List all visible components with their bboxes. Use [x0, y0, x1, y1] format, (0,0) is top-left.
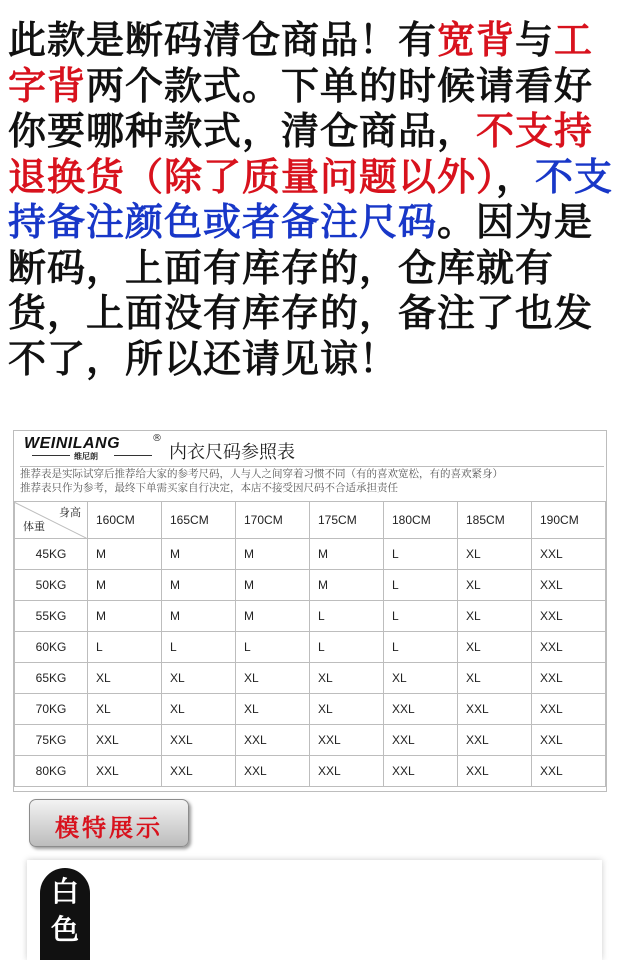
size-cell: M [88, 539, 162, 570]
size-cell: XXL [88, 725, 162, 756]
height-header: 165CM [162, 502, 236, 539]
size-cell: M [88, 601, 162, 632]
brand-logo [24, 433, 162, 463]
brand-name: WEINILANG [24, 435, 121, 452]
size-cell: XXL [162, 756, 236, 787]
model-showcase-button[interactable] [29, 799, 189, 847]
size-cell: XXL [88, 756, 162, 787]
notice-no-return: 不支持退换货（除了质量问题以外） [8, 109, 594, 199]
size-cell: L [236, 632, 310, 663]
size-cell: M [162, 539, 236, 570]
size-cell: XXL [310, 725, 384, 756]
table-row [15, 756, 606, 787]
size-cell: XXL [384, 725, 458, 756]
table-row [15, 694, 606, 725]
size-cell: XXL [532, 570, 606, 601]
size-cell: XXL [532, 756, 606, 787]
clearance-notice [8, 18, 614, 382]
notice-style-i-back: 工字背 [8, 18, 594, 108]
size-cell: L [384, 539, 458, 570]
size-cell: XXL [458, 694, 532, 725]
height-header: 185CM [458, 502, 532, 539]
size-cell: L [310, 632, 384, 663]
color-badge-char: 色 [50, 913, 79, 946]
model-showcase-label: 模特展示 [55, 814, 163, 842]
height-axis-label: 身高 [59, 507, 81, 519]
size-cell: XXL [532, 601, 606, 632]
size-cell: M [236, 601, 310, 632]
size-chart-note: 推荐表只作为参考，最终下单需买家自行决定，本店不接受因尺码不合适承担责任 [20, 482, 398, 494]
size-cell: M [162, 601, 236, 632]
size-cell: XXL [458, 756, 532, 787]
size-cell: XXL [310, 756, 384, 787]
height-header: 190CM [532, 502, 606, 539]
color-badge-white [40, 868, 90, 960]
height-header: 160CM [88, 502, 162, 539]
size-cell: XXL [236, 725, 310, 756]
size-cell: XL [458, 601, 532, 632]
size-cell: XXL [532, 663, 606, 694]
brand-chinese-name: 维尼朗 [74, 452, 98, 461]
notice-text-2: 与 [515, 18, 555, 62]
table-row [15, 601, 606, 632]
table-row [15, 632, 606, 663]
size-cell: L [384, 601, 458, 632]
size-cell: XXL [162, 725, 236, 756]
height-header: 170CM [236, 502, 310, 539]
size-cell: XXL [384, 694, 458, 725]
weight-cell: 55KG [15, 601, 88, 632]
notice-no-remarks: 不支持备注颜色或者备注尺码 [8, 154, 614, 244]
weight-axis-label: 体重 [23, 521, 45, 533]
size-cell: XL [458, 632, 532, 663]
size-cell: L [384, 570, 458, 601]
size-cell: XXL [384, 756, 458, 787]
size-cell: XXL [532, 539, 606, 570]
size-cell: XL [236, 694, 310, 725]
size-cell: L [310, 601, 384, 632]
size-cell: M [310, 570, 384, 601]
color-badge-char: 白 [50, 875, 79, 908]
size-cell: XL [458, 570, 532, 601]
size-cell: XXL [236, 756, 310, 787]
notice-style-wide-back: 宽背 [437, 18, 516, 62]
corner-cell [15, 502, 88, 539]
size-cell: XXL [458, 725, 532, 756]
model-photo-panel [27, 860, 602, 960]
size-cell: XXL [532, 632, 606, 663]
size-cell: M [162, 570, 236, 601]
size-cell: M [236, 570, 310, 601]
notice-text-1: 此款是断码清仓商品！有 [8, 18, 438, 62]
size-cell: XL [88, 694, 162, 725]
notice-text-5: 。因为是断码，上面有库存的，仓库就有货，上面没有库存的，备注了也发不了，所以还请见谅！ [8, 200, 594, 381]
size-cell: XL [458, 539, 532, 570]
size-cell: XL [88, 663, 162, 694]
size-cell: M [88, 570, 162, 601]
table-row [15, 725, 606, 756]
weight-cell: 65KG [15, 663, 88, 694]
table-row [15, 570, 606, 601]
size-cell: XL [310, 663, 384, 694]
notice-text-3: 两个款式。下单的时候请看好你要哪种款式，清仓商品， [8, 63, 594, 153]
size-cell: XXL [532, 694, 606, 725]
size-table [14, 501, 606, 787]
logo-divider [32, 455, 70, 456]
table-header-row [15, 502, 606, 539]
size-cell: XL [162, 694, 236, 725]
size-cell: L [384, 632, 458, 663]
table-row [15, 663, 606, 694]
size-cell: XL [236, 663, 310, 694]
size-cell: XL [458, 663, 532, 694]
weight-cell: 50KG [15, 570, 88, 601]
weight-cell: 70KG [15, 694, 88, 725]
registered-mark: ® [152, 433, 162, 444]
size-chart-card [13, 430, 607, 792]
weight-cell: 75KG [15, 725, 88, 756]
size-cell: XXL [532, 725, 606, 756]
notice-text-4: ， [496, 154, 536, 199]
height-header: 180CM [384, 502, 458, 539]
size-chart-header [14, 431, 606, 464]
size-cell: L [88, 632, 162, 663]
size-cell: L [162, 632, 236, 663]
table-row [15, 539, 606, 570]
size-cell: XL [162, 663, 236, 694]
size-cell: XL [384, 663, 458, 694]
height-header: 175CM [310, 502, 384, 539]
weight-cell: 60KG [15, 632, 88, 663]
size-cell: M [310, 539, 384, 570]
weight-cell: 45KG [15, 539, 88, 570]
logo-divider [114, 455, 152, 456]
size-cell: XL [310, 694, 384, 725]
size-cell: M [236, 539, 310, 570]
size-chart-title: 内衣尺码参照表 [169, 442, 295, 463]
weight-cell: 80KG [15, 756, 88, 787]
size-chart-note: 推荐表是实际试穿后推荐给大家的参考尺码，人与人之间穿着习惯不同（有的喜欢宽松，有的喜欢紧身） [20, 466, 604, 481]
